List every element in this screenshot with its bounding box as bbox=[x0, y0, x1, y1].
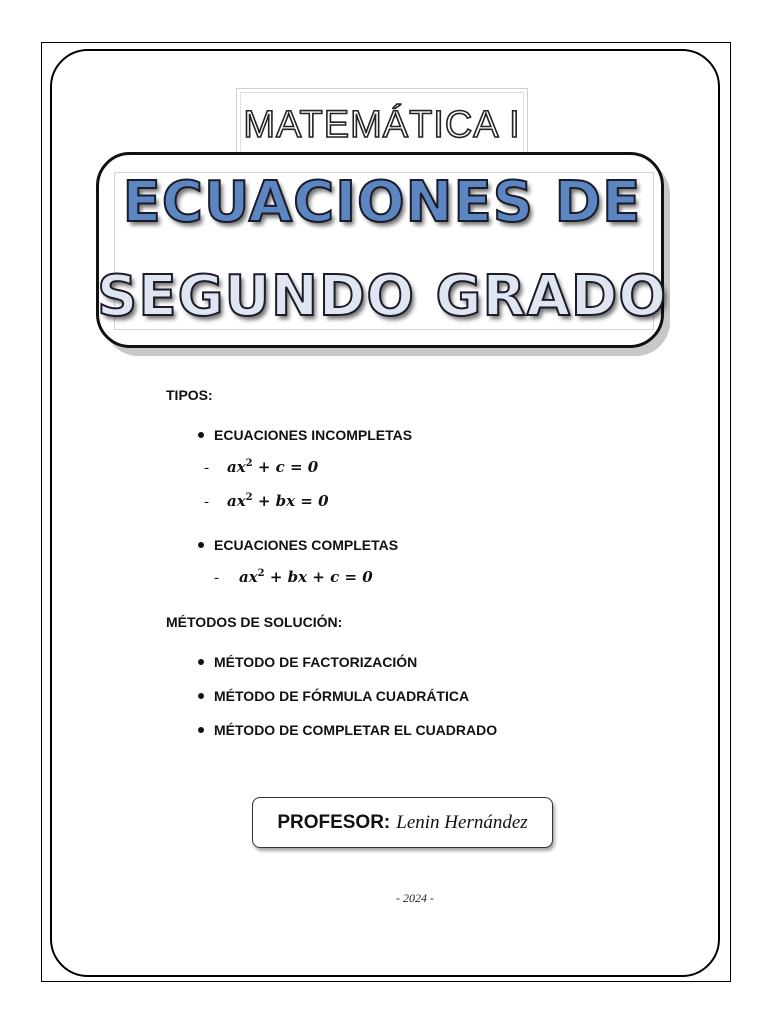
metodo-label: MÉTODO DE FÓRMULA CUADRÁTICA bbox=[214, 688, 470, 704]
title-line-1: ECUACIONES DE bbox=[122, 170, 642, 235]
equation-text bbox=[227, 458, 318, 476]
profesor-box bbox=[252, 797, 553, 848]
tipos-heading: TIPOS: bbox=[166, 387, 213, 403]
metodo-label: MÉTODO DE FACTORIZACIÓN bbox=[214, 654, 418, 670]
bullet-dot-icon bbox=[198, 659, 204, 665]
equation-rest: + bx + c = 0 bbox=[264, 568, 373, 586]
equation-dash: - bbox=[204, 494, 209, 510]
bullet-completas bbox=[198, 537, 398, 553]
metodo-item bbox=[198, 722, 497, 738]
equation-exponent: 2 bbox=[245, 492, 253, 503]
equation-incompleta-1 bbox=[204, 458, 318, 477]
bullet-dot-icon bbox=[198, 542, 204, 548]
equation-text bbox=[227, 492, 329, 510]
equation-lhs: ax bbox=[227, 492, 246, 510]
metodos-heading: MÉTODOS DE SOLUCIÓN: bbox=[166, 614, 343, 630]
metodo-item bbox=[198, 654, 417, 670]
equation-rest: + bx = 0 bbox=[252, 492, 329, 510]
metodo-label: MÉTODO DE COMPLETAR EL CUADRADO bbox=[214, 722, 498, 738]
equation-completa-1 bbox=[214, 568, 373, 587]
bullet-dot-icon bbox=[198, 432, 204, 438]
year-footer: - 2024 - bbox=[396, 891, 434, 905]
equation-incompleta-2 bbox=[204, 492, 329, 511]
equation-lhs: ax bbox=[239, 568, 258, 586]
equation-rest: + c = 0 bbox=[252, 458, 319, 476]
equation-dash: - bbox=[214, 570, 219, 586]
bullet-dot-icon bbox=[198, 693, 204, 699]
equation-dash: - bbox=[204, 460, 209, 476]
incompletas-label: ECUACIONES INCOMPLETAS bbox=[214, 427, 413, 443]
equation-lhs: ax bbox=[227, 458, 246, 476]
equation-exponent: 2 bbox=[257, 568, 265, 579]
profesor-name: Lenin Hernández bbox=[396, 811, 528, 833]
equation-exponent: 2 bbox=[245, 458, 253, 469]
completas-label: ECUACIONES COMPLETAS bbox=[214, 537, 399, 553]
metodo-item bbox=[198, 688, 469, 704]
title-line-2: SEGUNDO GRADO bbox=[97, 264, 667, 329]
bullet-incompletas bbox=[198, 427, 412, 443]
equation-text bbox=[239, 568, 373, 586]
subject-title: MATEMÁTICA I bbox=[243, 103, 521, 146]
bullet-dot-icon bbox=[198, 727, 204, 733]
profesor-label: PROFESOR: bbox=[277, 811, 391, 833]
